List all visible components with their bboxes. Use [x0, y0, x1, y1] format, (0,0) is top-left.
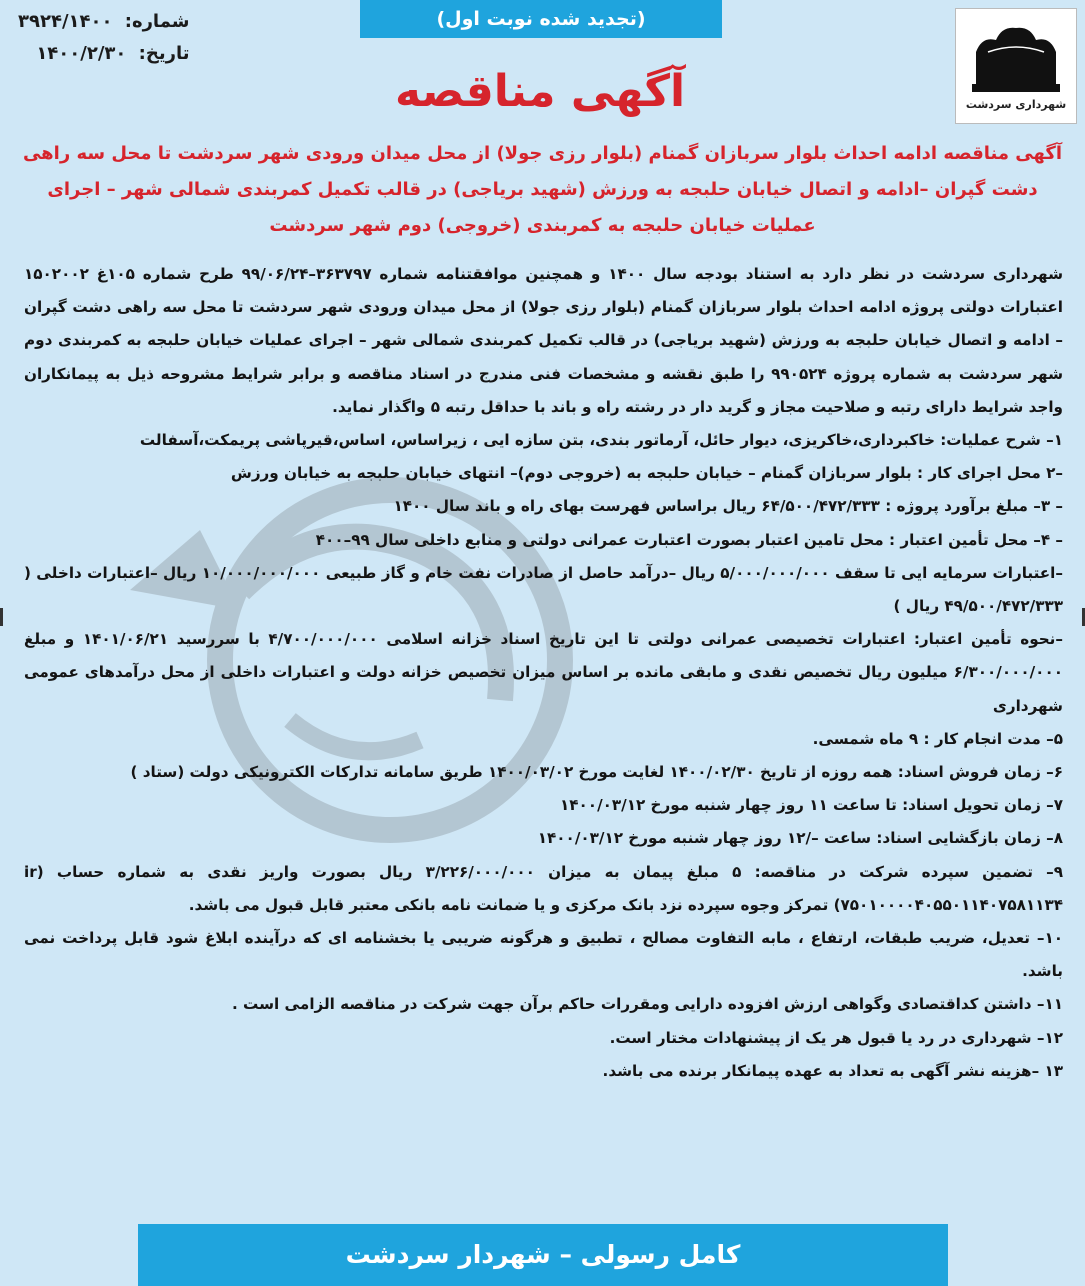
item-document-delivery: ۷– زمان تحویل اسناد: تا ساعت ۱۱ روز چهار شنبه مورخ ۱۴۰۰/۰۳/۱۲ [559, 796, 1063, 815]
item-tax-code: ۱۱– داشتن کداقتصادی وگواهی ارزش افزوده دارایی ومقررات حاکم برآن جهت شرکت در مناقصه الزامی است . [231, 995, 1063, 1014]
funding-method-paragraph: –نحوه تأمین اعتبار: اعتبارات تخصیصی عمرانی دولتی تا این تاریخ اسناد خزانه اسلامی ۴/۷۰۰/۰۰۰/۰۰۰ با سررسید ۱۴۰۱/۰۶/۲۱ و مبلغ ۶/۳۰۰/۰۰۰/۰۰۰ میلیون ریال تخصیص نقدی و مابقی مانده بر اساس میزان تخصیص خزانه دولت و اعتبارات داخلی از محل درآمدهای عمومی شهرداری [24, 630, 1063, 715]
tender-subject: آگهی مناقصه ادامه احداث بلوار سربازان گمنام (بلوار رزی جولا) از محل میدان ورودی شهر سردشت تا محل سه راهی دشت گپران –ادامه و اتصال خیابان حلبجه به ورزش (شهید بریاجی) در قالب تکمیل کمربندی شمالی شهر – اجرای عملیات خیابان حلبجه به کمربندی (خروجی) دوم شهر سردشت [22, 143, 1063, 236]
item-scope: ۱– شرح عملیات: خاکبرداری،خاکریزی، دیوار حائل، آرماتور بندی، بتن سازه ایی ، زیراساس، اساس،قیرپاشی پریمکت،آسفالت [139, 431, 1063, 450]
renewal-notice-text: (تجدید شده نوبت اول) [436, 8, 646, 30]
signature-text: کامل رسولی – شهردار سردشت [345, 1240, 741, 1269]
logo-caption: شهرداری سردشت [965, 97, 1067, 111]
number-label: شماره: [124, 11, 190, 32]
page-title: آگهی مناقصه [394, 66, 686, 117]
municipality-building-icon [968, 22, 1064, 94]
item-estimate: – ۳– مبلغ برآورد پروژه : ۶۴/۵۰۰/۴۷۲/۳۳۳ ریال براساس فهرست بهای راه و باند سال ۱۴۰۰ [393, 497, 1063, 516]
date-value: ۱۴۰۰/۲/۳۰ [36, 43, 127, 64]
reference-block [12, 6, 189, 70]
renewal-notice-band [360, 0, 722, 38]
item-publication-cost: ۱۳ –هزینه نشر آگهی به تعداد به عهده پیمانکار برنده می باشد. [602, 1061, 1063, 1080]
item-guarantee: ۹– تضمین سپرده شرکت در مناقصه: ۵ مبلغ پیمان به میزان ۳/۲۲۶/۰۰۰/۰۰۰ ریال بصورت واریز نقدی به شماره حساب (ir ۷۵۰۱۰۰۰۰۴۰۵۵۰۱۱۴۰۷۵۸۱۱۳۴) تمرکز وجوه سپرده نزد بانک مرکزی و یا ضمانت نامه بانکی معتبر قابل قبول می باشد. [24, 862, 1063, 914]
item-funding-source: – ۴– محل تأمین اعتبار : محل تامین اعتبار بصورت اعتبارت عمرانی دولتی و منابع داخلی سال ۹۹–۴۰۰ [315, 530, 1063, 549]
tender-body [24, 258, 1063, 1088]
number-value: ۳۹۲۴/۱۴۰۰ [18, 11, 113, 32]
municipality-logo [955, 8, 1077, 124]
item-duration: ۵– مدت انجام کار : ۹ ماه شمسی. [812, 729, 1063, 748]
item-document-opening: ۸– زمان بازگشایی اسناد: ساعت –/۱۲ روز چهار شنبه مورخ ۱۴۰۰/۰۳/۱۲ [537, 829, 1063, 848]
left-edge-marker [0, 608, 3, 626]
item-document-sale: ۶– زمان فروش اسناد: همه روزه از تاریخ ۱۴۰۰/۰۲/۳۰ لغایت مورخ ۱۴۰۰/۰۳/۰۲ طریق سامانه تدارکات الکترونیکی دولت (ستاد ) [130, 763, 1063, 782]
signature-band [138, 1224, 948, 1286]
item-municipality-right: ۱۲– شهرداری در رد یا قبول هر یک از پیشنهادات مختار است. [609, 1028, 1063, 1047]
item-location: –۲ محل اجرای کار : بلوار سربازان گمنام – خیابان حلبجه به (خروجی دوم)– انتهای خیابان حلبجه به خیابان ورزش [230, 464, 1063, 483]
reference-date [12, 38, 189, 70]
credits-paragraph: –اعتبارات سرمایه ایی تا سقف ۵/۰۰۰/۰۰۰/۰۰۰ ریال –درآمد حاصل از صادرات نفت خام و گاز طبیعی ۱۰/۰۰۰/۰۰۰/۰۰۰ ریال –اعتبارات داخلی ( ۴۹/۵۰۰/۴۷۲/۳۳۳ ریال ) [24, 563, 1063, 616]
intro-paragraph: شهرداری سردشت در نظر دارد به استناد بودجه سال ۱۴۰۰ و همچنین موافقتنامه شماره ۳۶۳۷۹۷–۹۹/۰۶/۲۴ طرح شماره ۱۰۵غ ۱۵۰۲۰۰۲ اعتبارات دولتی پروژه ادامه احداث بلوار سربازان گمنام (بلوار رزی جولا) از محل میدان ورودی شهر سردشت تا محل سه راهی دشت گپران – ادامه و اتصال خیابان حلبجه به ورزش (شهید بریاجی) در قالب تکمیل کمربندی شمالی شهر – اجرای عملیات خیابان حلبجه به کمربندی دوم شهر سردشت به شماره پروژه ۹۹۰۵۲۴ را طبق نقشه و مشخصات فنی مندرج در اسناد مناقصه و برابر شرایط مشروحه ذیل به پیمانکاران واجد شرایط دارای رتبه و صلاحیت مجاز و گرید دار در رشته راه و باند با حداقل رتبه ۵ واگذار نماید. [24, 265, 1064, 416]
date-label: تاریخ: [138, 43, 190, 64]
item-adjustment: ۱۰– تعدیل، ضریب طبقات، ارتفاع ، مابه التفاوت مصالح ، تطبیق و هرگونه ضریبی یا بخشنامه ای که درآینده ابلاغ شود قابل پرداخت نمی باشد. [24, 929, 1063, 981]
reference-number [12, 6, 189, 38]
